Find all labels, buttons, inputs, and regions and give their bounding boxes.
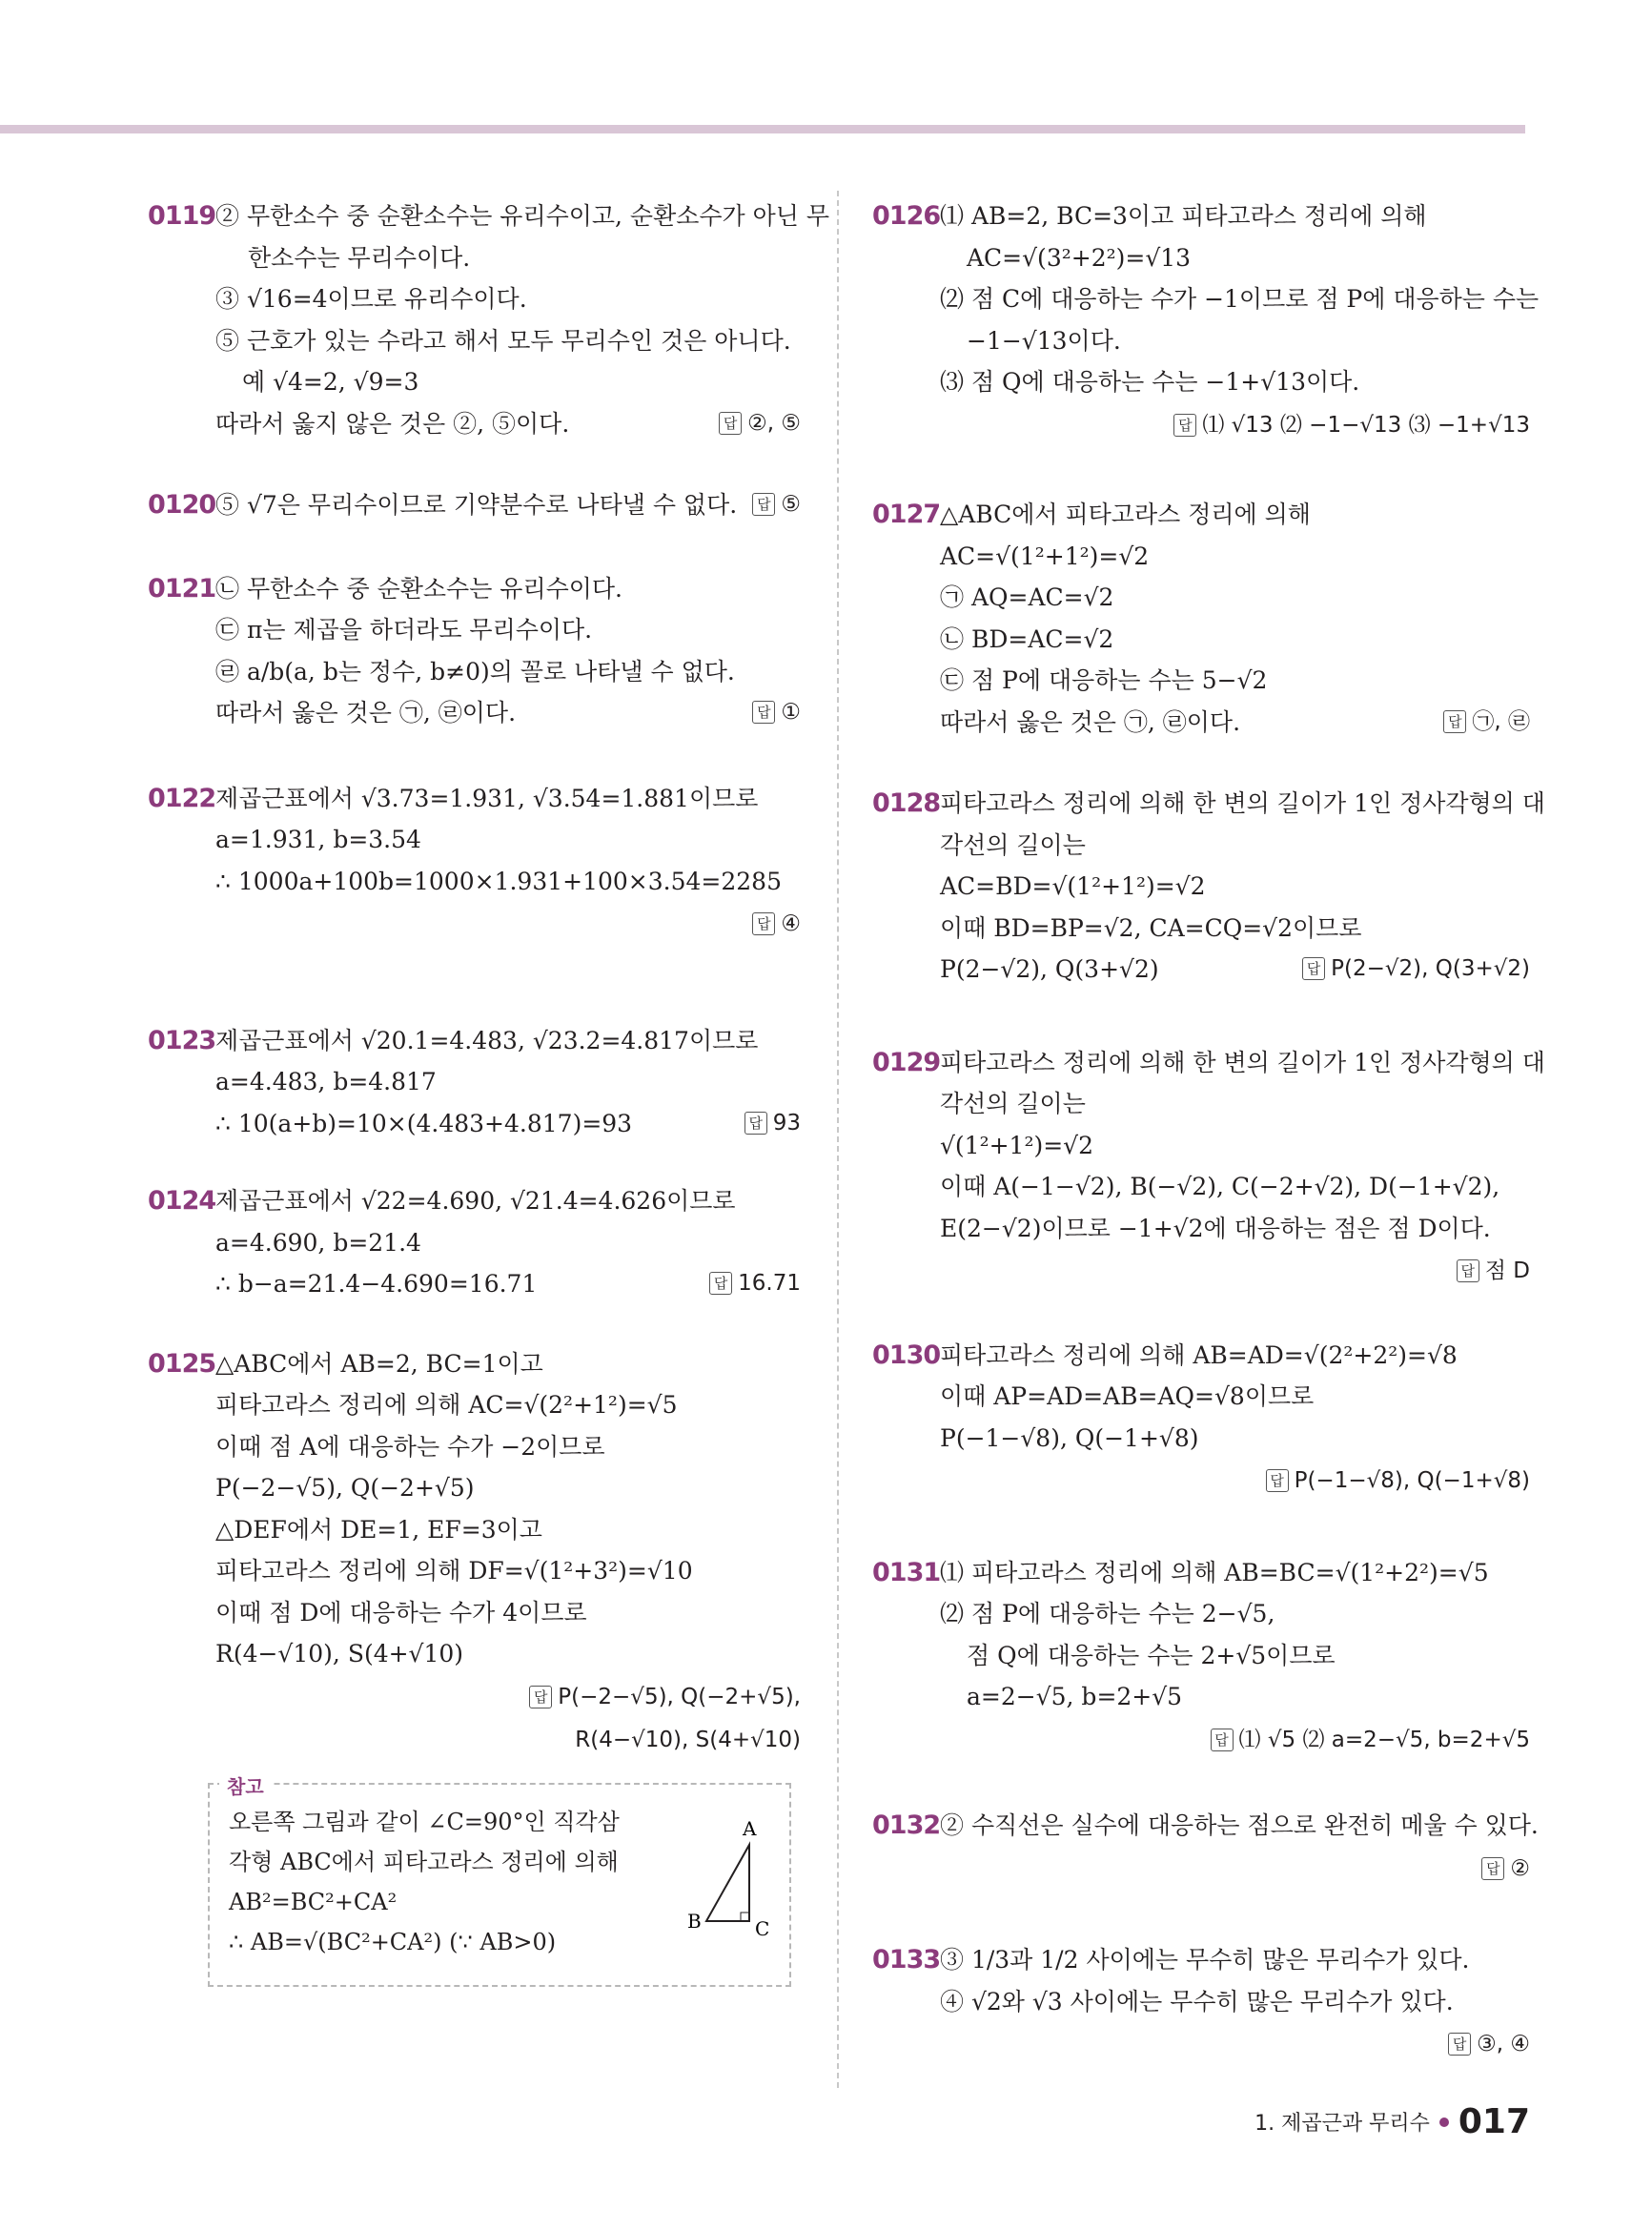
answer — [529, 1685, 801, 1709]
note-line: 오른쪽 그림과 같이 ∠C=90°인 직각삼 — [229, 1808, 620, 1835]
solution-line: ㉠ AQ=AC=√2 — [940, 583, 1114, 611]
problem-number: 0129 — [872, 1047, 941, 1077]
problem-solution — [872, 1552, 1530, 1762]
answer-mark-icon: 답 — [1481, 1857, 1504, 1880]
problem-solution — [872, 1939, 1530, 2066]
answer-row — [940, 1718, 1530, 1762]
solution-line: 이때 AP=AD=AB=AQ=√8이므로 — [940, 1382, 1315, 1410]
answer-text: ⑴ √13 ⑵ −1−√13 ⑶ −1+√13 — [1202, 412, 1530, 438]
solution-line: ㉢ 점 P에 대응하는 수는 5−√2 — [940, 666, 1268, 694]
solution-line: 제곱근표에서 √20.1=4.483, √23.2=4.817이므로 — [215, 1026, 759, 1054]
answer-text: P(−2−√5), Q(−2+√5), — [558, 1684, 801, 1709]
left-column — [148, 195, 830, 1987]
answer — [1302, 949, 1530, 991]
solution-line: ㉣ a/b(a, b는 정수, b≠0)의 꼴로 나타낼 수 없다. — [215, 657, 735, 685]
solution-line: 피타고라스 정리에 의해 DF=√(1²+3²)=√10 — [215, 1557, 693, 1585]
solution-line: △DEF에서 DE=1, EF=3이고 — [215, 1515, 542, 1544]
solution-body — [940, 1805, 1539, 1890]
solution-line: 각선의 길이는 — [940, 830, 1086, 859]
solution-line: ∴ b−a=21.4−4.690=16.71 — [215, 1270, 538, 1298]
footer-chapter-title: 1. 제곱근과 무리수 — [1254, 2112, 1430, 2136]
solution-line: P(2−√2), Q(3+√2) — [940, 955, 1159, 983]
note-line: ∴ AB=√(BC²+CA²) (∵ AB>0) — [229, 1928, 557, 1955]
page-footer — [1254, 2102, 1530, 2141]
solution-line: ㉡ BD=AC=√2 — [940, 624, 1114, 653]
answer-text: ②, ⑤ — [747, 410, 801, 436]
answer-text: P(2−√2), Q(3+√2) — [1331, 956, 1530, 981]
problem-solution — [872, 195, 1540, 446]
answer-text: ② — [1510, 1855, 1530, 1881]
solution-body — [215, 568, 801, 734]
solution-line: 한소수는 무리수이다. — [248, 243, 471, 272]
solution-line: △ABC에서 AB=2, BC=1이고 — [215, 1349, 543, 1378]
solution-line: 이때 BD=BP=√2, CA=CQ=√2이므로 — [940, 913, 1362, 942]
solution-line: 피타고라스 정리에 의해 AB=AD=√(2²+2²)=√8 — [940, 1340, 1458, 1369]
solution-line: ⑤ √7은 무리수이므로 기약분수로 나타낼 수 없다. — [215, 491, 738, 519]
solution-line: ㉢ π는 제곱을 하더라도 무리수이다. — [215, 616, 593, 644]
problem-solution — [148, 1343, 801, 1762]
answer — [1457, 1258, 1530, 1283]
solution-line: ㉡ 무한소수 중 순환소수는 유리수이다. — [215, 574, 622, 603]
answer-text: ㉠, ㉣ — [1472, 708, 1530, 734]
answer-mark-icon: 답 — [1448, 2033, 1471, 2056]
solution-line: 피타고라스 정리에 의해 한 변의 길이가 1인 정사각형의 대 — [940, 789, 1545, 817]
solution-line: R(4−√10), S(4+√10) — [215, 1640, 464, 1667]
answer-row — [940, 1249, 1530, 1293]
solution-line: ⑵ 점 C에 대응하는 수가 −1이므로 점 P에 대응하는 수는 — [940, 285, 1540, 313]
problem-solution — [872, 1805, 1539, 1890]
solution-line: P(−1−√8), Q(−1+√8) — [940, 1423, 1199, 1452]
vertex-label: C — [755, 1916, 770, 1940]
solution-line: ③ √16=4이므로 유리수이다. — [215, 285, 527, 313]
problem-number: 0125 — [148, 1348, 216, 1379]
problem-solution — [148, 568, 801, 734]
problem-solution — [872, 783, 1545, 991]
answer-row — [940, 1847, 1530, 1891]
solution-body — [940, 494, 1530, 743]
problem-number: 0130 — [872, 1340, 941, 1370]
problem-number: 0122 — [148, 783, 216, 813]
note-line: 각형 ABC에서 피타고라스 정리에 의해 — [229, 1848, 619, 1875]
solution-line: 따라서 옳은 것은 ㉠, ㉣이다. — [940, 707, 1241, 736]
answer-mark-icon: 답 — [1211, 1729, 1234, 1751]
answer-row — [215, 1718, 801, 1762]
solution-body — [215, 1180, 801, 1305]
right-column — [872, 195, 1545, 2066]
problem-solution — [148, 1020, 801, 1145]
solution-line-with-answer — [215, 1263, 801, 1305]
solution-line-with-answer — [215, 1103, 801, 1145]
answer-mark-icon: 답 — [529, 1686, 552, 1708]
solution-line: P(−2−√5), Q(−2+√5) — [215, 1474, 475, 1502]
problem-number: 0127 — [872, 500, 941, 529]
answer — [1448, 2032, 1530, 2056]
solution-line: 각선의 길이는 — [940, 1090, 1086, 1117]
answer — [719, 403, 801, 445]
solution-body — [215, 195, 830, 444]
page-number: 017 — [1458, 2102, 1530, 2141]
solution-line: ⑶ 점 Q에 대응하는 수는 −1+√13이다. — [940, 368, 1360, 396]
problem-number: 0123 — [148, 1025, 216, 1055]
solution-line: a=2−√5, b=2+√5 — [967, 1683, 1183, 1710]
answer-mark-icon: 답 — [709, 1272, 732, 1295]
solution-line: ∴ 10(a+b)=10×(4.483+4.817)=93 — [215, 1109, 633, 1137]
solution-line: 예 √4=2, √9=3 — [242, 368, 419, 396]
solution-line: ③ 1/3과 1/2 사이에는 무수히 많은 무리수가 있다. — [940, 1946, 1470, 1974]
solution-line: a=1.931, b=3.54 — [215, 826, 421, 853]
solution-line: 이때 A(−1−√2), B(−√2), C(−2+√2), D(−1+√2), — [940, 1173, 1500, 1200]
problem-solution — [872, 1335, 1530, 1503]
note-line: AB²=BC²+CA² — [229, 1888, 398, 1915]
answer-mark-icon: 답 — [1457, 1259, 1479, 1282]
solution-line: AC=√(3²+2²)=√13 — [967, 243, 1192, 272]
solution-line: AC=BD=√(1²+1²)=√2 — [940, 872, 1206, 900]
problem-number: 0132 — [872, 1811, 941, 1840]
answer-mark-icon: 답 — [752, 493, 775, 516]
problem-solution — [148, 484, 801, 526]
solution-line: ④ √2와 √3 사이에는 무수히 많은 무리수가 있다. — [940, 1987, 1454, 2015]
solution-body — [940, 195, 1540, 446]
solution-line: 피타고라스 정리에 의해 AC=√(2²+1²)=√5 — [215, 1391, 678, 1419]
solution-line: 점 Q에 대응하는 수는 2+√5이므로 — [967, 1641, 1336, 1669]
answer-text: ⑴ √5 ⑵ a=2−√5, b=2+√5 — [1238, 1727, 1530, 1752]
vertex-label: B — [687, 1909, 702, 1933]
answer-mark-icon: 답 — [1173, 414, 1196, 437]
answer — [1481, 1856, 1530, 1881]
answer-text: 16.71 — [738, 1271, 801, 1296]
answer-mark-icon: 답 — [752, 701, 775, 724]
problem-number: 0126 — [872, 201, 941, 231]
solution-line-with-answer — [215, 403, 801, 445]
column-divider — [837, 191, 839, 2088]
solution-line: ⑤ 근호가 있는 수라고 해서 모두 무리수인 것은 아니다. — [215, 326, 791, 355]
answer — [1173, 413, 1530, 438]
problem-number: 0131 — [872, 1557, 941, 1587]
answer-text: 93 — [772, 1110, 801, 1135]
footer-dot-icon — [1439, 2117, 1449, 2127]
solution-line: a=4.483, b=4.817 — [215, 1068, 437, 1095]
answer-row — [215, 902, 801, 946]
solution-line-with-answer — [940, 949, 1530, 991]
answer-text: 점 D — [1484, 1258, 1530, 1283]
problem-number: 0124 — [148, 1186, 216, 1216]
problem-number: 0121 — [148, 573, 216, 604]
vertex-label: A — [743, 1816, 757, 1840]
solution-line: AC=√(1²+1²)=√2 — [940, 542, 1150, 570]
answer-row — [940, 1459, 1530, 1503]
solution-body — [940, 1552, 1530, 1762]
solution-body — [215, 1020, 801, 1145]
answer-mark-icon: 답 — [752, 912, 775, 935]
solution-line: a=4.690, b=21.4 — [215, 1228, 421, 1257]
problem-solution — [148, 1180, 801, 1305]
problem-number: 0120 — [148, 490, 216, 520]
answer-mark-icon: 답 — [744, 1112, 767, 1135]
problem-number: 0128 — [872, 788, 941, 818]
solution-body — [940, 783, 1545, 991]
problem-solution — [148, 195, 830, 444]
solution-line: ⑴ AB=2, BC=3이고 피타고라스 정리에 의해 — [940, 202, 1427, 230]
answer-mark-icon: 답 — [1266, 1469, 1289, 1492]
answer — [709, 1263, 801, 1305]
answer-row — [940, 2022, 1530, 2066]
solution-line-with-answer — [215, 692, 801, 734]
answer-row — [940, 403, 1530, 447]
answer — [752, 692, 801, 734]
answer-text: ④ — [781, 911, 801, 936]
solution-line: 제곱근표에서 √3.73=1.931, √3.54=1.881이므로 — [215, 784, 759, 812]
answer — [1443, 702, 1530, 744]
solution-line: △ABC에서 피타고라스 정리에 의해 — [940, 501, 1311, 528]
solution-body — [215, 484, 801, 526]
problem-number: 0133 — [872, 1945, 941, 1974]
note-label: 참고 — [219, 1771, 272, 1799]
problem-number: 0119 — [148, 201, 216, 231]
answer-mark-icon: 답 — [1443, 710, 1466, 733]
answer — [752, 911, 801, 936]
answer-text: ① — [781, 700, 801, 725]
answer — [752, 484, 801, 526]
problem-solution — [872, 1042, 1545, 1293]
solution-body — [940, 1335, 1530, 1503]
solution-line: −1−√13이다. — [967, 326, 1121, 355]
solution-line: ② 무한소수 중 순환소수는 유리수이고, 순환소수가 아닌 무 — [215, 202, 830, 230]
answer-text: R(4−√10), S(4+√10) — [575, 1728, 801, 1752]
solution-line: 이때 점 A에 대응하는 수가 −2이므로 — [215, 1432, 605, 1461]
solution-line: 피타고라스 정리에 의해 한 변의 길이가 1인 정사각형의 대 — [940, 1048, 1545, 1076]
answer-text: ③, ④ — [1477, 2032, 1530, 2056]
solution-body — [940, 1939, 1530, 2066]
answer-mark-icon: 답 — [1302, 957, 1325, 980]
problem-solution — [148, 778, 801, 946]
solution-line: 따라서 옳지 않은 것은 ②, ⑤이다. — [215, 409, 570, 438]
solution-line-with-answer — [215, 484, 801, 526]
header-rule — [0, 125, 1525, 133]
solution-line: E(2−√2)이므로 −1+√2에 대응하는 점은 점 D이다. — [940, 1214, 1491, 1242]
answer-text: P(−1−√8), Q(−1+√8) — [1294, 1468, 1530, 1493]
solution-line: ⑴ 피타고라스 정리에 의해 AB=BC=√(1²+2²)=√5 — [940, 1558, 1489, 1586]
solution-body — [215, 778, 801, 946]
solution-body — [215, 1343, 801, 1762]
solution-line: ∴ 1000a+100b=1000×1.931+100×3.54=2285 — [215, 867, 782, 895]
solution-line-with-answer — [940, 702, 1530, 744]
right-angle-mark — [741, 1913, 749, 1921]
solution-line: ② 수직선은 실수에 대응하는 점으로 완전히 메울 수 있다. — [940, 1811, 1539, 1839]
answer-text: ⑤ — [781, 492, 801, 517]
solution-body — [940, 1042, 1545, 1293]
triangle-abc — [706, 1845, 749, 1921]
note-box — [208, 1774, 791, 1987]
answer-mark-icon: 답 — [719, 412, 742, 435]
solution-line: ⑵ 점 P에 대응하는 수는 2−√5, — [940, 1600, 1275, 1627]
answer — [1211, 1728, 1530, 1752]
answer — [744, 1103, 801, 1145]
solution-line: 따라서 옳은 것은 ㉠, ㉣이다. — [215, 699, 517, 726]
solution-line: √(1²+1²)=√2 — [940, 1131, 1094, 1159]
solution-line: 제곱근표에서 √22=4.690, √21.4=4.626이므로 — [215, 1187, 736, 1215]
right-triangle-figure — [673, 1811, 778, 1945]
answer — [1266, 1468, 1530, 1493]
problem-solution — [872, 494, 1530, 743]
answer-row — [215, 1675, 801, 1719]
solution-line: 이때 점 D에 대응하는 수가 4이므로 — [215, 1598, 587, 1626]
